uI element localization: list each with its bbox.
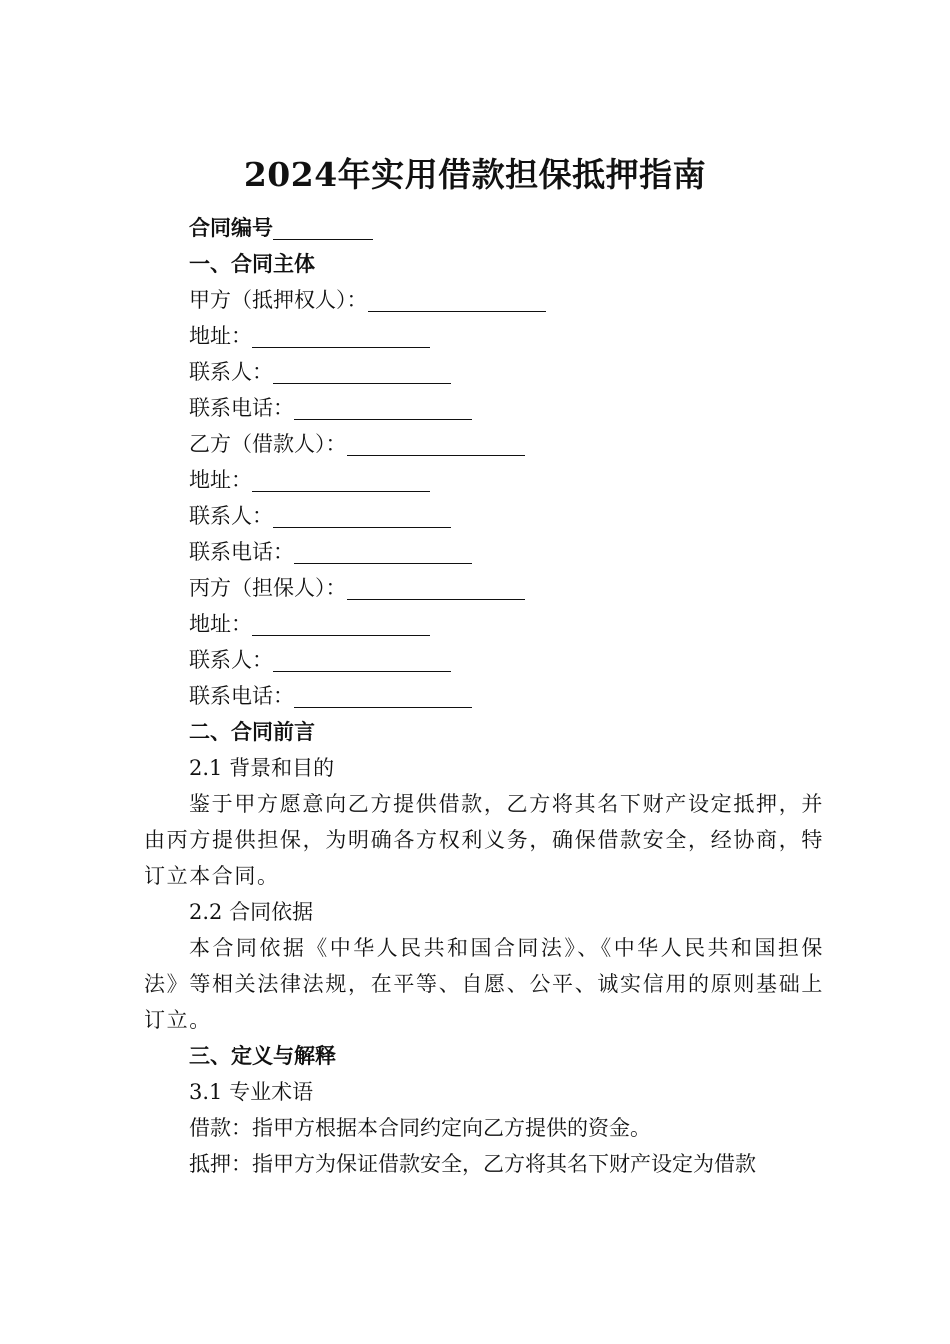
party-a-contact-blank[interactable] [273, 359, 451, 384]
party-c-contact-label: 联系人： [189, 648, 273, 672]
term-loan: 借款：指甲方根据本合同约定向乙方提供的资金。 [189, 1116, 651, 1140]
section2-heading: 二、合同前言 [189, 719, 315, 744]
document-title: 2024年实用借款担保抵押指南 [243, 155, 707, 194]
party-b-phone-label: 联系电话： [189, 540, 294, 564]
section1-heading: 一、合同主体 [189, 251, 315, 276]
party-c-contact-blank[interactable] [273, 647, 451, 672]
contract-number-line [144, 210, 824, 246]
party-c-phone-label: 联系电话： [189, 684, 294, 708]
party-b-address-blank[interactable] [252, 467, 430, 492]
contract-number-label: 合同编号 [189, 215, 273, 240]
party-b-address-label: 地址： [189, 468, 252, 492]
party-b-line [144, 426, 824, 462]
party-a-blank[interactable] [368, 287, 546, 312]
party-a-label: 甲方（抵押权人）： [189, 288, 368, 312]
party-c-contact-line [144, 642, 824, 678]
party-c-address-blank[interactable] [252, 611, 430, 636]
party-c-label: 丙方（担保人）： [189, 576, 347, 600]
party-a-contact-label: 联系人： [189, 360, 273, 384]
party-c-address-label: 地址： [189, 612, 252, 636]
section2-sub1-title: 2.1 背景和目的 [189, 756, 335, 780]
contract-number-blank[interactable] [273, 215, 373, 240]
party-c-phone-blank[interactable] [294, 683, 472, 708]
party-b-label: 乙方（借款人）： [189, 432, 347, 456]
party-c-phone-line [144, 678, 824, 714]
section2-sub1-text: 鉴于甲方愿意向乙方提供借款，乙方将其名下财产设定抵押，并由丙方提供担保，为明确各方权利义务，确保借款安全，经协商，特订立本合同。 [144, 792, 824, 888]
party-a-line [144, 282, 824, 318]
party-b-contact-line [144, 498, 824, 534]
document-body [144, 210, 824, 1182]
party-b-contact-label: 联系人： [189, 504, 273, 528]
party-c-blank[interactable] [347, 575, 525, 600]
section3-sub1-title: 3.1 专业术语 [189, 1080, 314, 1104]
party-a-address-label: 地址： [189, 324, 252, 348]
party-b-contact-blank[interactable] [273, 503, 451, 528]
party-b-address-line [144, 462, 824, 498]
section2-sub2-title: 2.2 合同依据 [189, 900, 314, 924]
party-c-address-line [144, 606, 824, 642]
party-a-phone-line [144, 390, 824, 426]
section3-heading: 三、定义与解释 [189, 1043, 336, 1068]
party-a-address-blank[interactable] [252, 323, 430, 348]
party-c-line [144, 570, 824, 606]
party-b-phone-blank[interactable] [294, 539, 472, 564]
party-a-contact-line [144, 354, 824, 390]
term-mortgage: 抵押：指甲方为保证借款安全，乙方将其名下财产设定为借款 [189, 1152, 756, 1176]
party-a-phone-label: 联系电话： [189, 396, 294, 420]
party-b-blank[interactable] [347, 431, 525, 456]
party-b-phone-line [144, 534, 824, 570]
section2-sub2-text: 本合同依据《中华人民共和国合同法》、《中华人民共和国担保法》等相关法律法规，在平等、自愿、公平、诚实信用的原则基础上订立。 [144, 936, 824, 1032]
party-a-phone-blank[interactable] [294, 395, 472, 420]
party-a-address-line [144, 318, 824, 354]
